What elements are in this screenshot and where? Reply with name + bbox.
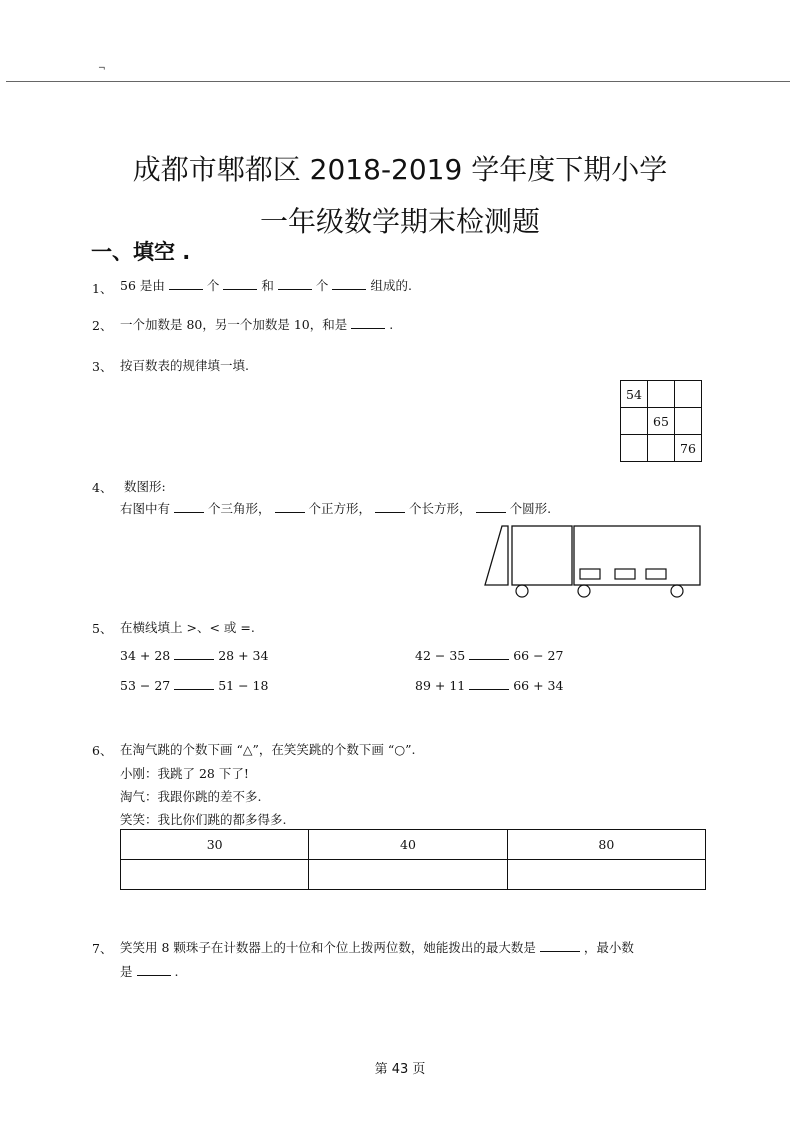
question-1-number: 1、	[92, 281, 113, 296]
hundreds-chart-grid	[620, 380, 702, 462]
cargo-rectangle	[574, 526, 700, 585]
question-2	[120, 315, 393, 333]
page-title-line1: 成都市郫都区 2018-2019 学年度下期小学	[132, 153, 668, 186]
cab-triangle	[485, 526, 508, 585]
compare-right: 66 − 27	[513, 648, 564, 663]
table-answer-cell[interactable]	[121, 860, 309, 890]
compare-left: 34 + 28	[120, 648, 171, 663]
q4-text: 个三角形，	[208, 501, 271, 516]
answer-blank[interactable]	[223, 277, 257, 290]
grid-cell[interactable]	[621, 408, 648, 435]
compare-item	[415, 677, 563, 693]
answer-blank[interactable]	[137, 963, 171, 976]
cab-square	[512, 526, 572, 585]
compare-item	[120, 677, 268, 693]
q1-text: 组成的.	[370, 278, 412, 293]
compare-right: 28 + 34	[218, 648, 269, 663]
q4-text: 个圆形.	[509, 501, 552, 516]
compare-left: 53 − 27	[120, 678, 171, 693]
question-2-number: 2、	[92, 318, 113, 333]
answer-blank[interactable]	[469, 677, 509, 690]
compare-left: 42 − 35	[415, 648, 466, 663]
answer-blank[interactable]	[174, 500, 204, 513]
question-3-text: 按百数表的规律填一填.	[120, 358, 249, 373]
grid-cell[interactable]	[648, 381, 675, 408]
table-answer-cell[interactable]	[507, 860, 705, 890]
question-6-number: 6、	[92, 743, 113, 758]
grid-cell[interactable]	[621, 435, 648, 462]
question-5-number: 5、	[92, 621, 113, 636]
compare-right: 51 − 18	[218, 678, 269, 693]
grid-cell[interactable]	[675, 381, 702, 408]
table-header-cell: 40	[309, 830, 507, 860]
answer-blank[interactable]	[351, 316, 385, 329]
compare-item	[120, 647, 268, 663]
answer-blank[interactable]	[540, 939, 580, 952]
table-header-cell: 30	[121, 830, 309, 860]
section-heading-fill-in: 一、填空 .	[91, 240, 191, 264]
table-header-cell: 80	[507, 830, 705, 860]
q1-text: 个	[315, 278, 329, 293]
question-3-number: 3、	[92, 359, 113, 374]
wheel-circle	[578, 585, 590, 597]
small-rectangle	[646, 569, 666, 579]
wheel-circle	[516, 585, 528, 597]
dialogue-line: 淘气：我跟你跳的差不多.	[120, 789, 262, 804]
answer-blank[interactable]	[275, 500, 305, 513]
q2-text: .	[389, 317, 394, 332]
q1-text: 个	[206, 278, 220, 293]
grid-cell[interactable]	[675, 408, 702, 435]
answer-blank[interactable]	[469, 647, 509, 660]
compare-item	[415, 647, 563, 663]
grid-cell: 76	[675, 435, 702, 462]
header-mark: ¬	[98, 64, 106, 74]
dialogue-line: 小刚：我跳了 28 下了!	[120, 766, 249, 781]
q7-text: ，最小数	[583, 940, 634, 955]
compare-right: 66 + 34	[513, 678, 564, 693]
question-7-line1	[120, 938, 634, 956]
answer-blank[interactable]	[375, 500, 405, 513]
question-4-text: 数图形:	[124, 479, 166, 494]
q7-text: 笑笑用 8 颗珠子在计数器上的十位和个位上拨两位数，她能拨出的最大数是	[120, 940, 536, 955]
grid-cell: 65	[648, 408, 675, 435]
wheel-circle	[671, 585, 683, 597]
jump-count-table	[120, 829, 706, 890]
compare-left: 89 + 11	[415, 678, 466, 693]
q4-text: 个正方形，	[308, 501, 372, 516]
dialogue-line: 笑笑：我比你们跳的都多得多.	[120, 812, 287, 827]
q4-text: 右图中有	[120, 501, 171, 516]
small-rectangle	[580, 569, 600, 579]
page-title-line2: 一年级数学期末检测题	[259, 205, 540, 238]
question-7-number: 7、	[92, 941, 113, 956]
answer-blank[interactable]	[278, 277, 312, 290]
q4-text: 个长方形，	[409, 501, 472, 516]
answer-blank[interactable]	[169, 277, 203, 290]
grid-cell[interactable]	[648, 435, 675, 462]
q1-text: 和	[261, 278, 274, 293]
q7-text: 是	[120, 964, 133, 979]
answer-blank[interactable]	[174, 677, 214, 690]
question-1	[120, 276, 412, 294]
header-rule	[6, 81, 790, 82]
answer-blank[interactable]	[476, 500, 506, 513]
q2-text: 一个加数是 80，另一个加数是 10，和是	[120, 317, 348, 332]
question-4-number: 4、	[92, 480, 113, 495]
page-number: 第 43 页	[374, 1062, 426, 1077]
q1-text: 56 是由	[120, 278, 165, 293]
question-5-text: 在横线填上 >、< 或 =.	[120, 620, 255, 635]
small-rectangle	[615, 569, 635, 579]
question-7-line2	[120, 962, 179, 980]
answer-blank[interactable]	[174, 647, 214, 660]
question-4-line	[120, 499, 551, 517]
answer-blank[interactable]	[332, 277, 366, 290]
q7-text: .	[174, 964, 179, 979]
truck-shapes-figure	[480, 520, 710, 602]
grid-cell: 54	[621, 381, 648, 408]
question-6-text: 在淘气跳的个数下画 “△”，在笑笑跳的个数下画 “○”.	[120, 742, 416, 757]
table-answer-cell[interactable]	[309, 860, 507, 890]
